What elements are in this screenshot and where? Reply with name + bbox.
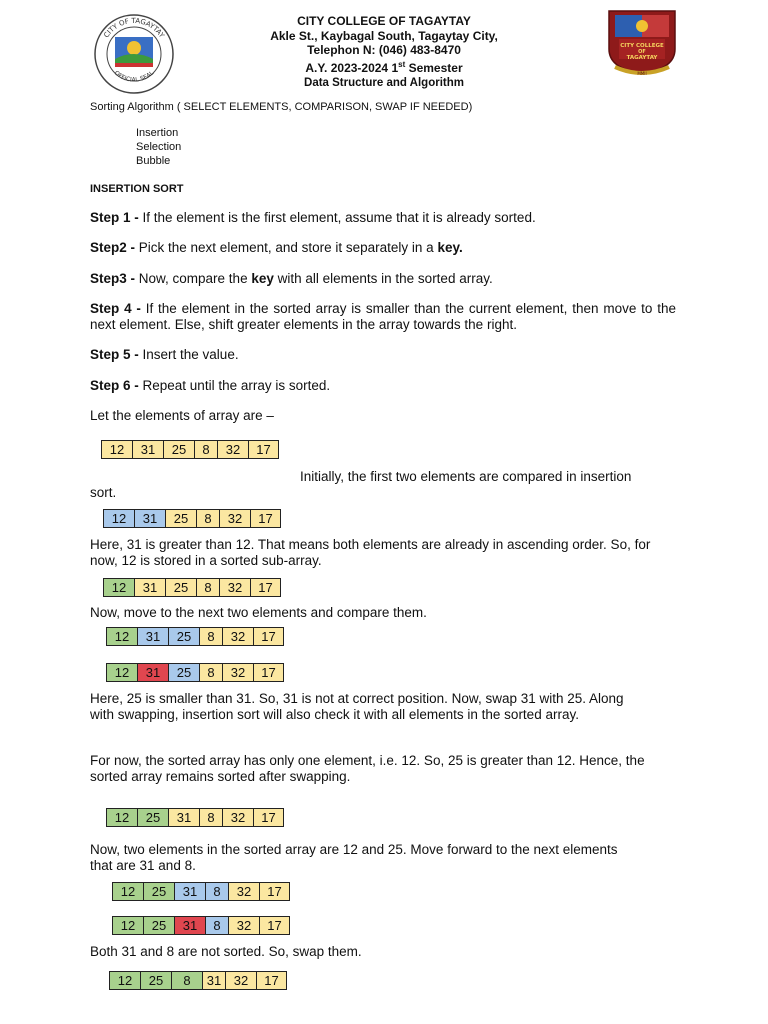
svg-text:CITY OF TAGAYTAY: CITY OF TAGAYTAY	[102, 16, 166, 40]
array-cell: 8	[200, 664, 223, 681]
array-cell: 17	[260, 883, 289, 900]
step-3: Step3 - Now, compare the key with all elements in the sorted array.	[90, 271, 493, 286]
array-row	[106, 808, 284, 827]
array-cell: 17	[251, 579, 280, 596]
algorithm-item: Insertion	[136, 127, 179, 139]
paragraph-greater: Here, 31 is greater than 12. That means both elements are already in ascending order. So, for now, 12 is stored in a sorted sub-array.	[90, 537, 651, 568]
array-cell: 8	[206, 883, 229, 900]
course-title: Data Structure and Algorithm	[304, 76, 464, 89]
array-cell: 17	[251, 510, 280, 527]
array-row	[103, 578, 281, 597]
array-cell: 32	[229, 917, 260, 934]
array-cell: 17	[254, 809, 283, 826]
array-cell: 12	[104, 579, 135, 596]
paragraph-swap: Here, 25 is smaller than 31. So, 31 is not at correct position. Now, swap 31 with 25. Along with swapping, insertion sort will also check it with all elements in the sorted array.	[90, 691, 624, 722]
array-cell: 32	[226, 972, 257, 989]
college-phone: Telephon N: (046) 483-8470	[307, 43, 461, 58]
array-cell: 31	[138, 664, 169, 681]
array-cell: 8	[200, 628, 223, 645]
array-row	[112, 916, 290, 935]
array-cell: 17	[260, 917, 289, 934]
array-cell: 31	[135, 510, 166, 527]
college-address: Akle St., Kaybagal South, Tagaytay City,	[270, 28, 498, 43]
array-cell: 8	[197, 579, 220, 596]
array-cell: 31	[169, 809, 200, 826]
svg-text:TAGAYTAY: TAGAYTAY	[626, 55, 658, 61]
array-cell: 32	[220, 510, 251, 527]
array-cell: 8	[195, 441, 218, 458]
array-cell: 12	[107, 628, 138, 645]
array-cell: 31	[138, 628, 169, 645]
array-cell: 31	[175, 883, 206, 900]
array-cell: 17	[257, 972, 286, 989]
paragraph-initially: Initially, the first two elements are compared in insertion	[300, 469, 632, 484]
paragraph-initially-cont: sort.	[90, 485, 117, 500]
array-cell: 12	[107, 664, 138, 681]
algorithm-item: Bubble	[136, 155, 171, 167]
array-cell: 32	[220, 579, 251, 596]
array-cell: 8	[197, 510, 220, 527]
array-cell: 12	[104, 510, 135, 527]
array-cell: 25	[144, 917, 175, 934]
array-cell: 25	[138, 809, 169, 826]
array-cell: 8	[206, 917, 229, 934]
step-4: Step 4 - If the element in the sorted array is smaller than the current element, then move to the next element. Else, shift greater elements in the array towards the right.	[90, 301, 676, 332]
array-cell: 31	[135, 579, 166, 596]
array-cell: 12	[107, 809, 138, 826]
array-cell: 32	[223, 664, 254, 681]
array-cell: 32	[218, 441, 249, 458]
svg-text:OFFICIAL SEAL: OFFICIAL SEAL	[112, 69, 156, 84]
college-name: CITY COLLEGE OF TAGAYTAY	[297, 14, 471, 28]
array-cell: 32	[223, 809, 254, 826]
array-cell: 12	[110, 972, 141, 989]
algorithm-item: Selection	[136, 141, 182, 153]
array-row	[109, 971, 287, 990]
svg-text:OF: OF	[638, 49, 646, 55]
paragraph-one-element: For now, the sorted array has only one element, i.e. 12. So, 25 is greater than 12. Hence, the sorted array remains sorted after swapping.	[90, 753, 645, 784]
paragraph-next-two: Now, move to the next two elements and compare them.	[90, 605, 427, 620]
svg-text:MMII: MMII	[637, 71, 647, 76]
step-1: Step 1 - If the element is the first element, assume that it is already sorted.	[90, 210, 536, 225]
array-row	[101, 440, 279, 459]
sorting-intro: Sorting Algorithm ( SELECT ELEMENTS, COMPARISON, SWAP IF NEEDED)	[90, 101, 473, 113]
array-cell: 32	[229, 883, 260, 900]
paragraph-intro-array: Let the elements of array are –	[90, 408, 274, 423]
array-cell: 12	[102, 441, 133, 458]
array-cell: 25	[144, 883, 175, 900]
array-cell: 25	[166, 579, 197, 596]
algorithm-list	[136, 126, 181, 168]
step-6: Step 6 - Repeat until the array is sorted.	[90, 378, 331, 393]
array-cell: 31	[133, 441, 164, 458]
array-cell: 12	[113, 917, 144, 934]
array-cell: 25	[169, 664, 200, 681]
svg-text:CITY COLLEGE: CITY COLLEGE	[620, 43, 664, 49]
array-cell: 25	[141, 972, 172, 989]
array-cell: 12	[113, 883, 144, 900]
array-row	[106, 627, 284, 646]
city-college-crest	[607, 9, 677, 77]
paragraph-swap-them: Both 31 and 8 are not sorted. So, swap them.	[90, 944, 362, 959]
array-cell: 17	[254, 664, 283, 681]
array-cell: 32	[223, 628, 254, 645]
array-row	[112, 882, 290, 901]
array-cell: 25	[164, 441, 195, 458]
array-cell: 25	[169, 628, 200, 645]
array-cell: 8	[172, 972, 203, 989]
step-5: Step 5 - Insert the value.	[90, 347, 239, 362]
array-cell: 8	[200, 809, 223, 826]
paragraph-two-elements: Now, two elements in the sorted array are 12 and 25. Move forward to the next elements that are 31 and 8.	[90, 842, 618, 873]
academic-year: A.Y. 2023-2024 1st Semester	[305, 60, 463, 76]
array-cell: 17	[249, 441, 278, 458]
array-row	[106, 663, 284, 682]
array-cell: 17	[254, 628, 283, 645]
array-cell: 31	[175, 917, 206, 934]
array-cell: 31	[203, 972, 226, 989]
step-2: Step2 - Pick the next element, and store it separately in a key.	[90, 240, 463, 255]
array-cell: 25	[166, 510, 197, 527]
section-title: INSERTION SORT	[90, 183, 184, 195]
array-row	[103, 509, 281, 528]
